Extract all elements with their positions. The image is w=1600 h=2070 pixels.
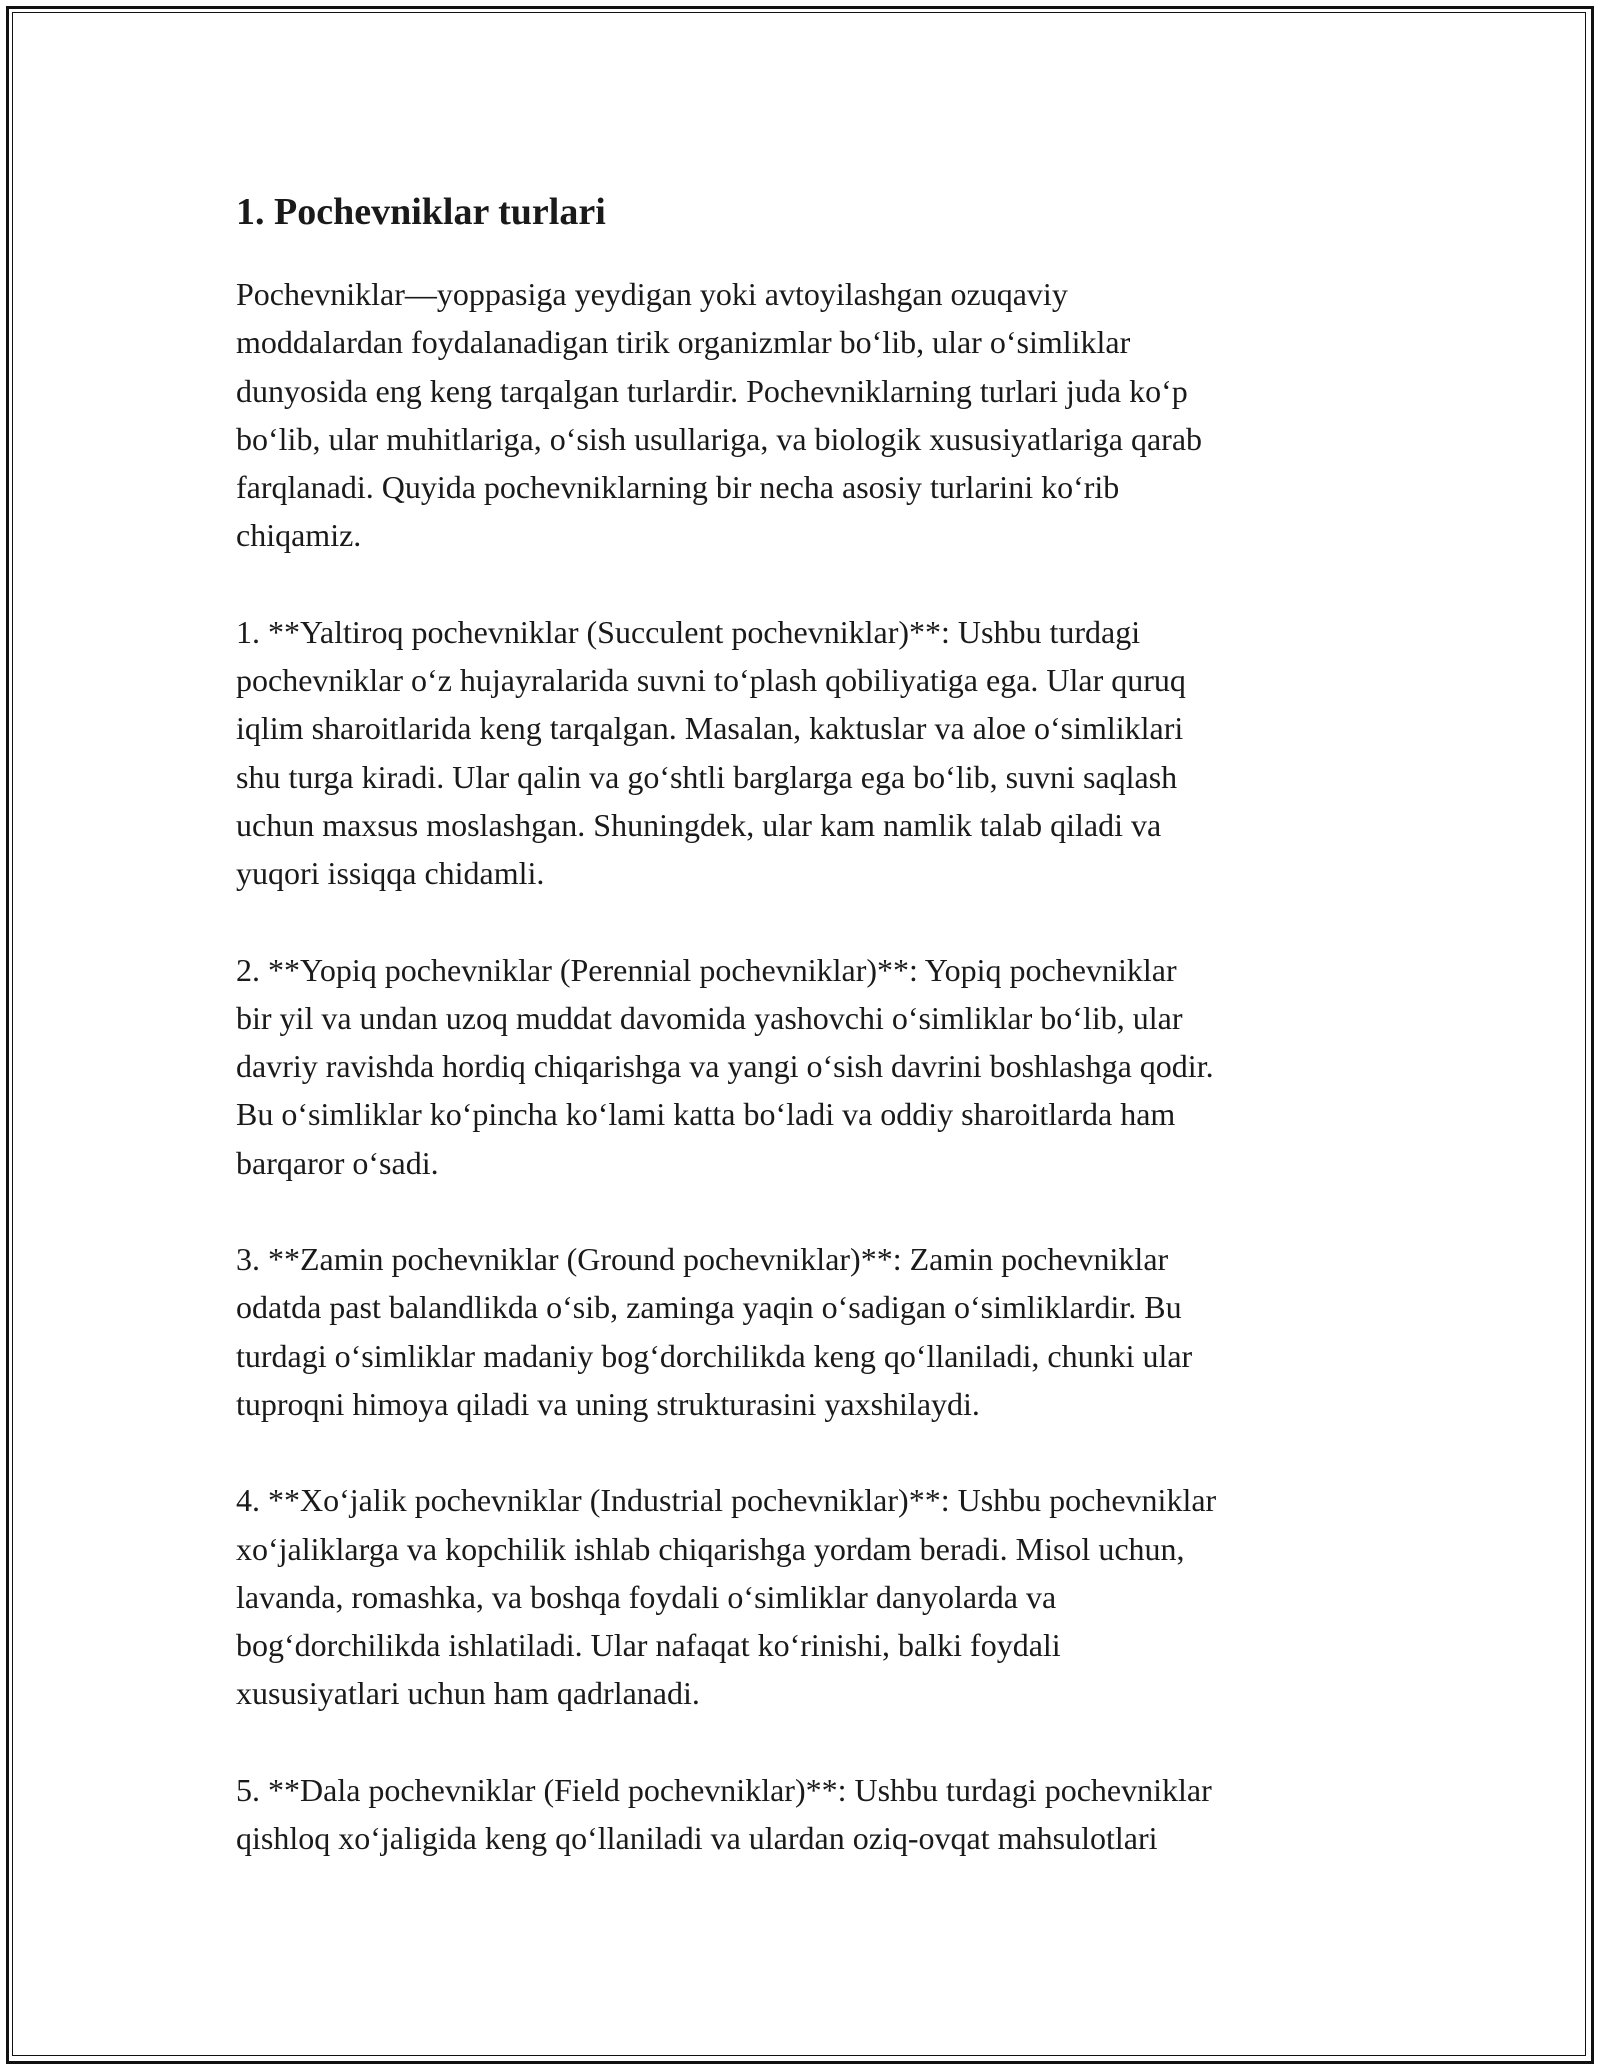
- text-line: qishloq xo‘jaligida keng qo‘llaniladi va ulardan oziq-ovqat mahsulotlari: [236, 1820, 1158, 1857]
- text-line: davriy ravishda hordiq chiqarishga va yangi o‘sish davrini boshlashga qodir.: [236, 1048, 1214, 1085]
- text-line: dunyosida eng keng tarqalgan turlardir. Pochevniklarning turlari juda ko‘p: [236, 372, 1188, 409]
- text-line: yuqori issiqqa chidamli.: [236, 855, 545, 892]
- text-line: turdagi o‘simliklar madaniy bog‘dorchilikda keng qo‘llaniladi, chunki ular: [236, 1337, 1193, 1374]
- text-line: odatda past balandlikda o‘sib, zaminga yaqin o‘sadigan o‘simliklardir. Bu: [236, 1289, 1182, 1326]
- text-line: 2. **Yopiq pochevniklar (Perennial pochevniklar)**: Yopiq pochevniklar: [236, 951, 1177, 988]
- text-line: farqlanadi. Quyida pochevniklarning bir necha asosiy turlarini ko‘rib: [236, 469, 1120, 506]
- text-line: iqlim sharoitlarida keng tarqalgan. Masalan, kaktuslar va aloe o‘simliklari: [236, 710, 1184, 747]
- document-body: [236, 186, 1366, 1910]
- text-line: 3. **Zamin pochevniklar (Ground pochevniklar)**: Zamin pochevniklar: [236, 1241, 1169, 1278]
- paragraph-item-2: [236, 946, 1366, 1187]
- text-line: xususiyatlari uchun ham qadrlanadi.: [236, 1675, 700, 1712]
- paragraph-item-1: [236, 608, 1366, 898]
- paragraph-item-5: [236, 1766, 1366, 1863]
- paragraph-item-4: [236, 1476, 1366, 1717]
- text-line: chiqamiz.: [236, 517, 362, 554]
- text-line: pochevniklar o‘z hujayralarida suvni to‘plash qobiliyatiga ega. Ular quruq: [236, 662, 1186, 699]
- text-line: 1. **Yaltiroq pochevniklar (Succulent pochevniklar)**: Ushbu turdagi: [236, 613, 1141, 650]
- section-heading: 1. Pochevniklar turlari: [236, 191, 606, 233]
- text-line: xo‘jaliklarga va kopchilik ishlab chiqarishga yordam beradi. Misol uchun,: [236, 1530, 1185, 1567]
- text-line: 5. **Dala pochevniklar (Field pochevniklar)**: Ushbu turdagi pochevniklar: [236, 1771, 1212, 1808]
- text-line: Pochevniklar—yoppasiga yeydigan yoki avtoyilashgan ozuqaviy: [236, 276, 1068, 312]
- text-line: barqaror o‘sadi.: [236, 1144, 439, 1181]
- text-line: shu turga kiradi. Ular qalin va go‘shtli barglarga ega bo‘lib, suvni saqlash: [236, 758, 1178, 795]
- text-line: lavanda, romashka, va boshqa foydali o‘simliklar danyolarda va: [236, 1578, 1057, 1615]
- paragraph-item-3: [236, 1235, 1366, 1428]
- text-line: moddalardan foydalanadigan tirik organizmlar bo‘lib, ular o‘simliklar: [236, 324, 1131, 361]
- text-line: tuproqni himoya qiladi va uning strukturasini yaxshilaydi.: [236, 1385, 980, 1422]
- text-line: bir yil va undan uzoq muddat davomida yashovchi o‘simliklar bo‘lib, ular: [236, 999, 1183, 1036]
- text-line: uchun maxsus moslashgan. Shuningdek, ular kam namlik talab qiladi va: [236, 806, 1162, 843]
- text-line: bog‘dorchilikda ishlatiladi. Ular nafaqat ko‘rinishi, balki foydali: [236, 1627, 1061, 1664]
- text-line: Bu o‘simliklar ko‘pincha ko‘lami katta bo‘ladi va oddiy sharoitlarda ham: [236, 1096, 1176, 1133]
- paragraph-intro: [236, 270, 1366, 560]
- text-line: bo‘lib, ular muhitlariga, o‘sish usullariga, va biologik xususiyatlariga qarab: [236, 420, 1203, 457]
- text-line: 4. **Xo‘jalik pochevniklar (Industrial pochevniklar)**: Ushbu pochevniklar: [236, 1482, 1217, 1519]
